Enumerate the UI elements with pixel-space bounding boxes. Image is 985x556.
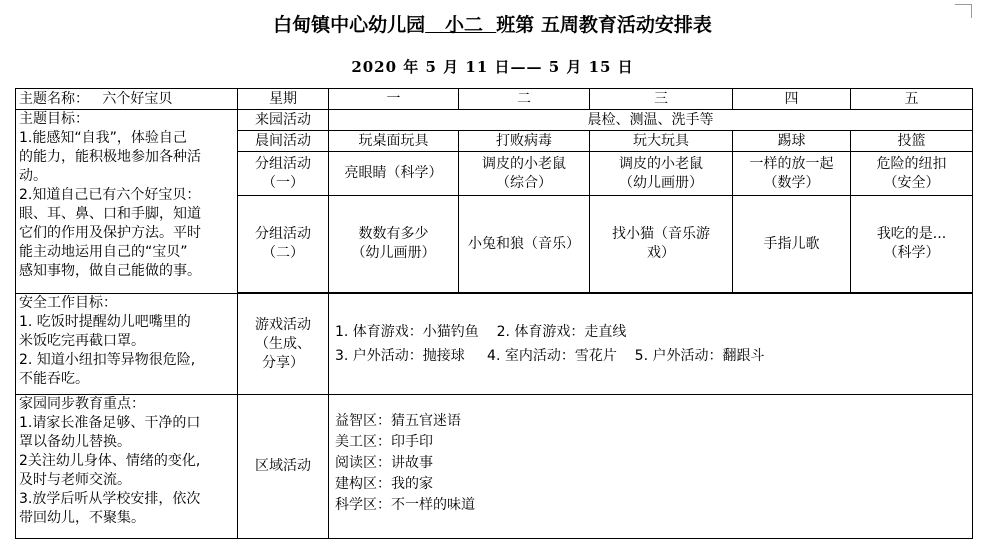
- arrival-content: 晨检、测温、洗手等: [329, 110, 973, 131]
- group2-label-line: 分组活动: [255, 226, 311, 242]
- day-header-mon: 一: [329, 89, 459, 110]
- cell-line: 危险的纽扣: [876, 155, 947, 172]
- area-line: 益智区：猜五官迷语: [335, 413, 461, 429]
- morning-cell: 打败病毒: [459, 131, 590, 152]
- theme-goal-cell: [16, 110, 238, 294]
- morning-cell: 踢球: [733, 131, 851, 152]
- page-title: [0, 10, 985, 37]
- weekday-header: 星期: [238, 89, 329, 110]
- group2-cell: [733, 196, 851, 293]
- areas-content: [329, 395, 973, 539]
- group1-cell: [590, 152, 733, 196]
- group1-label: [238, 152, 329, 196]
- page-corner-mark: [955, 4, 971, 5]
- title-suffix: 班第 五周教育活动安排表: [496, 14, 712, 36]
- theme-goal-line: 1.能感知“自我”，体验自己: [19, 130, 187, 146]
- games-label-line: 分享）: [262, 354, 304, 371]
- cell-line: 一样的放一起: [749, 155, 834, 172]
- day-header-wed: 三: [590, 89, 733, 110]
- area-line: 科学区：不一样的味道: [335, 497, 475, 513]
- home-goal-line: 2关注幼儿身体、情绪的变化,: [19, 453, 201, 469]
- area-line: 建构区：我的家: [335, 476, 433, 492]
- cell-line: （幼儿画册）: [351, 245, 436, 261]
- cell-line: （幼儿画册）: [619, 174, 703, 191]
- games-label-line: （生成、: [255, 335, 311, 352]
- games-line: 1. 体育游戏：小猫钓鱼 2. 体育游戏：走直线: [335, 324, 627, 340]
- schedule-table: [15, 88, 973, 539]
- date-range: 2020 年 5 月 11 日—— 5 月 15 日: [351, 58, 634, 76]
- home-goal-line: 家园同步教育重点：: [19, 396, 145, 412]
- cell-line: （数学）: [763, 174, 820, 191]
- theme-goal-line: 2.知道自己已有六个好宝贝：: [19, 187, 201, 203]
- group1-label-line: （一）: [262, 174, 304, 191]
- theme-goal-line: 它们的作用及保护方法。平时: [19, 225, 201, 241]
- group2-label: [238, 196, 329, 293]
- day-header-tue: 二: [459, 89, 590, 110]
- area-line: 美工区：印手印: [335, 434, 433, 450]
- cell-line: 手指儿歌: [763, 235, 820, 252]
- class-name: 小二: [445, 14, 484, 36]
- safety-goal-line: 米饭吃完再截口罩。: [19, 333, 145, 349]
- title-prefix: 白甸镇中心幼儿园: [273, 14, 426, 36]
- group2-cell: [459, 196, 590, 293]
- theme-goal-line: 主题目标：: [19, 111, 89, 127]
- group2-cell: [851, 196, 973, 293]
- area-line: 阅读区：讲故事: [335, 455, 433, 471]
- day-header-thu: 四: [733, 89, 851, 110]
- theme-goal-line: 动。: [19, 168, 47, 184]
- home-goal-line: 罩以备幼儿替换。: [19, 434, 131, 450]
- cell-line: 小兔和狼（音乐）: [468, 235, 580, 252]
- theme-goal-line: 眼、耳、鼻、口和手脚，知道: [19, 206, 201, 222]
- group2-cell: [590, 196, 733, 293]
- cell-line: （科学）: [883, 245, 940, 261]
- group1-label-line: 分组活动: [255, 155, 311, 172]
- cell-line: 找小猫（音乐游: [612, 226, 710, 242]
- morning-cell: 投篮: [851, 131, 973, 152]
- theme-goal-line: 感知事物，做自己能做的事。: [19, 263, 201, 279]
- safety-goal-line: 不能吞吃。: [19, 371, 89, 387]
- cell-line: （安全）: [883, 174, 940, 191]
- cell-line: 调皮的小老鼠: [482, 155, 566, 172]
- cell-line: 我吃的是...: [876, 226, 947, 242]
- group1-cell: [851, 152, 973, 196]
- games-line: 3. 户外活动：抛接球 4. 室内活动：雪花片 5. 户外活动：翻跟斗: [335, 348, 765, 364]
- theme-goal-line: 的能力，能积极地参加各种活: [19, 149, 201, 165]
- morning-cell: 玩大玩具: [590, 131, 733, 152]
- safety-goal-cell: [16, 294, 238, 395]
- group1-cell: [459, 152, 590, 196]
- morning-label: 晨间活动: [238, 131, 329, 152]
- cell-line: 调皮的小老鼠: [619, 155, 703, 172]
- morning-cell: 玩桌面玩具: [329, 131, 459, 152]
- home-goal-line: 3.放学后听从学校安排，依次: [19, 491, 201, 507]
- games-label-line: 游戏活动: [255, 316, 311, 333]
- theme-goal-line: 能主动地运用自己的“宝贝”: [19, 244, 188, 260]
- cell-line: （综合）: [496, 174, 552, 191]
- theme-name-cell: 主题名称： 六个好宝贝: [16, 89, 238, 110]
- home-goal-line: 带回幼儿，不聚集。: [19, 510, 145, 526]
- day-header-fri: 五: [851, 89, 973, 110]
- group2-label-line: （二）: [262, 245, 304, 261]
- areas-label: 区域活动: [238, 395, 329, 539]
- home-goal-line: 1.请家长准备足够、干净的口: [19, 415, 201, 431]
- group2-cell: [329, 196, 459, 293]
- games-label: [238, 294, 329, 395]
- games-content: [329, 294, 973, 395]
- safety-goal-line: 安全工作目标：: [19, 295, 117, 311]
- cell-line: 数数有多少: [358, 226, 429, 242]
- safety-goal-line: 2. 知道小纽扣等异物很危险,: [19, 352, 196, 368]
- arrival-label: 来园活动: [238, 110, 329, 131]
- home-goal-line: 及时与老师交流。: [19, 472, 131, 488]
- group1-cell: [733, 152, 851, 196]
- home-goal-cell: [16, 395, 238, 539]
- safety-goal-line: 1. 吃饭时提醒幼儿吧嘴里的: [19, 314, 191, 330]
- cell-line: 亮眼睛（科学）: [344, 165, 443, 181]
- cell-line: 戏）: [647, 245, 675, 261]
- group1-cell: [329, 152, 459, 196]
